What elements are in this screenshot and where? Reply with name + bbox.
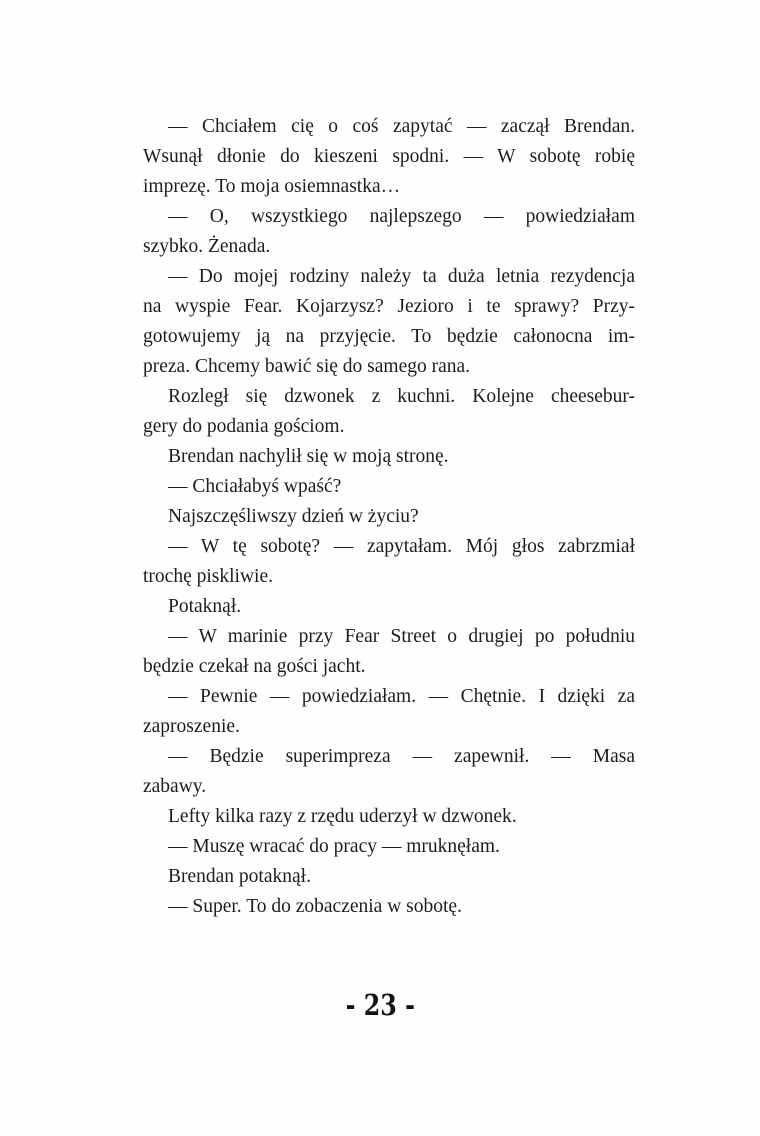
text-line: — Będzie superimpreza — zapewnił. — Masa xyxy=(168,746,635,767)
text-line: gotowujemy ją na przyjęcie. To będzie całonocna im- xyxy=(143,326,635,347)
paragraph xyxy=(143,112,635,202)
text-line: — Chciałem cię o coś zapytać — zaczął Brendan. xyxy=(168,116,635,137)
text-line: — Muszę wracać do pracy — mruknęłam. xyxy=(168,836,500,857)
text-line: Lefty kilka razy z rzędu uderzył w dzwonek. xyxy=(168,806,517,827)
text-line: zabawy. xyxy=(143,776,207,797)
body-text xyxy=(143,112,635,922)
text-line: na wyspie Fear. Kojarzysz? Jezioro i te sprawy? Przy- xyxy=(143,296,635,317)
text-line: — Do mojej rodziny należy ta duża letnia rezydencja xyxy=(168,266,635,287)
text-line: — O, wszystkiego najlepszego — powiedziałam xyxy=(168,206,635,227)
paragraph xyxy=(143,592,635,622)
page-number-label: - 23 - xyxy=(345,988,415,1022)
paragraph xyxy=(143,202,635,262)
page-number xyxy=(0,988,760,1022)
text-line: — Super. To do zobaczenia w sobotę. xyxy=(168,896,462,917)
text-line: Rozległ się dzwonek z kuchni. Kolejne cheesebur- xyxy=(168,386,635,407)
paragraph xyxy=(143,802,635,832)
paragraph xyxy=(143,382,635,442)
paragraph xyxy=(143,502,635,532)
paragraph xyxy=(143,532,635,592)
text-line: Potaknął. xyxy=(168,596,242,617)
text-line: szybko. Żenada. xyxy=(143,236,271,257)
text-line: — Pewnie — powiedziałam. — Chętnie. I dzięki za xyxy=(168,686,635,707)
text-line: Wsunął dłonie do kieszeni spodni. — W sobotę robię xyxy=(143,146,635,167)
text-line: — W marinie przy Fear Street o drugiej po południu xyxy=(168,626,635,647)
paragraph xyxy=(143,892,635,922)
text-line: będzie czekał na gości jacht. xyxy=(143,656,366,677)
paragraph xyxy=(143,832,635,862)
text-line: — W tę sobotę? — zapytałam. Mój głos zabrzmiał xyxy=(168,536,635,557)
paragraph xyxy=(143,862,635,892)
paragraph xyxy=(143,682,635,742)
paragraph xyxy=(143,472,635,502)
text-line: — Chciałabyś wpaść? xyxy=(168,476,342,497)
paragraph xyxy=(143,442,635,472)
text-line: imprezę. To moja osiemnastka… xyxy=(143,176,401,197)
text-line: Brendan potaknął. xyxy=(168,866,311,887)
paragraph xyxy=(143,262,635,382)
text-line: Najszczęśliwszy dzień w życiu? xyxy=(168,506,419,527)
text-line: Brendan nachylił się w moją stronę. xyxy=(168,446,449,467)
text-line: gery do podania gościom. xyxy=(143,416,345,437)
text-line: trochę piskliwie. xyxy=(143,566,273,587)
text-line: zaproszenie. xyxy=(143,716,240,737)
text-line: preza. Chcemy bawić się do samego rana. xyxy=(143,356,471,377)
paragraph xyxy=(143,622,635,682)
paragraph xyxy=(143,742,635,802)
